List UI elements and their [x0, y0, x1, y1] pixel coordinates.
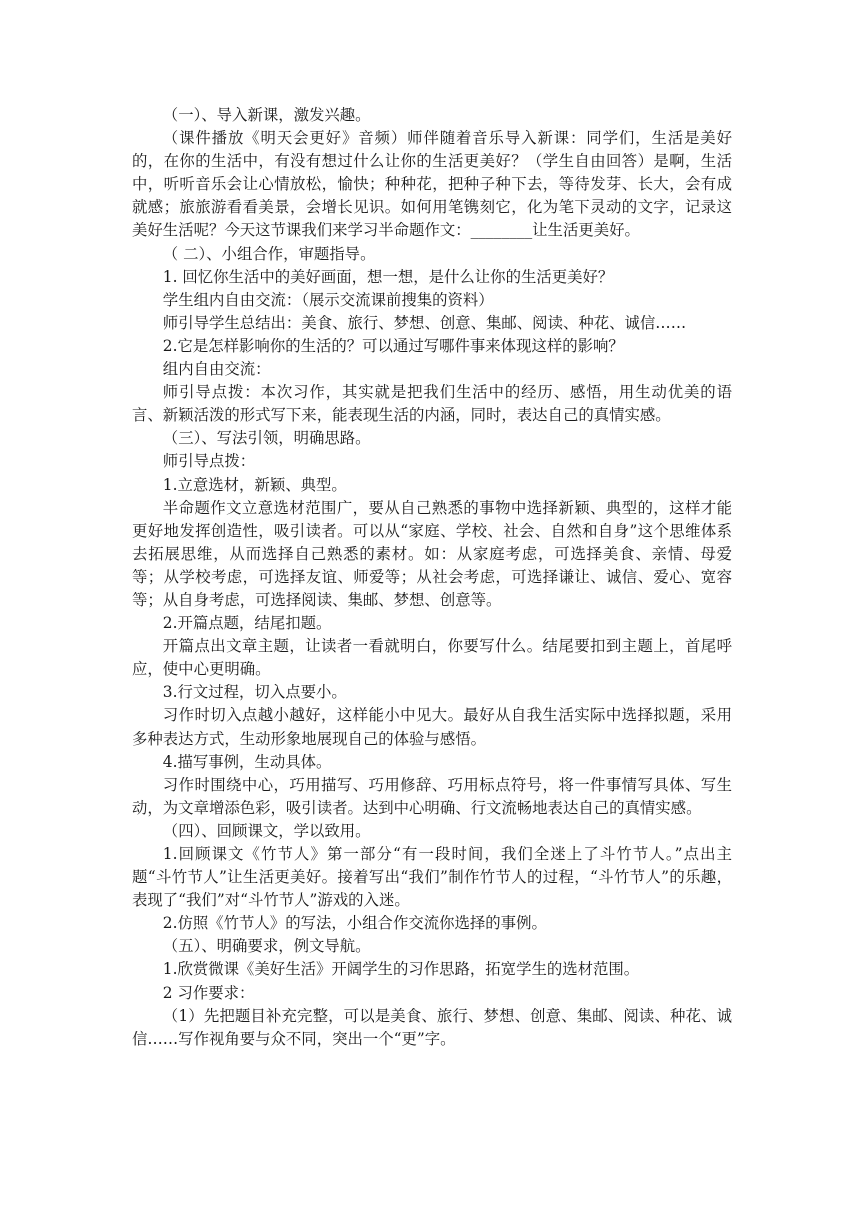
paragraph: 1.回顾课文《竹节人》第一部分“有一段时间，我们全迷上了斗竹节人。”点出主题“斗竹节人”让生活更美好。接着写出“我们”制作竹节人的过程，“斗竹节人”的乐趣，表现了“我们”对“斗竹节人”游戏的入迷。 [132, 845, 732, 910]
paragraph: 4.描写事例，生动具体。 [162, 752, 332, 771]
section-heading-1: （一）、导入新课，激发兴趣。 [162, 106, 371, 124]
paragraph: 1. 回忆你生活中的美好画面，想一想，是什么让你的生活更美好？ [162, 267, 614, 286]
paragraph: 半命题作文立意选材范围广，要从自己熟悉的事物中选择新颖、典型的，这样才能更好地发挥创造性，吸引读者。可以从“家庭、学校、社会、自然和自身”这个思维体系去拓展思维，从而选择自己熟悉的素材。如：从家庭考虑，可选择美食、亲情、母爱等；从学校考虑，可选择友谊、师爱等；从社会考虑，可选择谦让、诚信、爱心、宽容等；从自身考虑，可选择阅读、集邮、梦想、创意等。 [132, 498, 732, 609]
paragraph: 2.开篇点题，结尾扣题。 [162, 614, 332, 633]
paragraph: 2 习作要求： [162, 983, 255, 1002]
section-heading-3: （三）、写法引领，明确思路。 [162, 429, 371, 448]
paragraph: 师引导学生总结出：美食、旅行、梦想、创意、集邮、阅读、种花、诚信…… [162, 313, 687, 332]
paragraph: 师引导点拨： [162, 452, 256, 471]
paragraph: 2.仿照《竹节人》的写法，小组合作交流你选择的事例。 [162, 914, 547, 933]
paragraph: 1.立意选材，新颖、典型。 [162, 475, 347, 494]
paragraph: 开篇点出文章主题，让读者一看就明白，你要写什么。结尾要扣到主题上，首尾呼应，使中心更明确。 [132, 637, 732, 679]
section-heading-2: （ 二）、小组合作，审题指导。 [162, 244, 376, 263]
paragraph: （1）先把题目补充完整，可以是美食、旅行、梦想、创意、集邮、阅读、种花、诚信……写作视角要与众不同，突出一个“更”字。 [132, 1006, 732, 1048]
paragraph: 3.行文过程，切入点要小。 [162, 683, 347, 702]
paragraph: 组内自由交流： [162, 360, 271, 379]
paragraph: 习作时切入点越小越好，这样能小中见大。最好从自我生活实际中选择拟题，采用多种表达方式，生动形象地展现自己的体验与感悟。 [132, 706, 732, 748]
paragraph: 1.欣赏微课《美好生活》开阔学生的习作思路，拓宽学生的选材范围。 [162, 960, 640, 979]
paragraph: 习作时围绕中心，巧用描写、巧用修辞、巧用标点符号，将一件事情写具体、写生动，为文章增添色彩，吸引读者。达到中心明确、行文流畅地表达自己的真情实感。 [132, 775, 732, 817]
document-body [132, 104, 732, 1051]
paragraph: 2.它是怎样影响你的生活的？可以通过写哪件事来体现这样的影响？ [162, 336, 624, 355]
section-heading-4: （四）、回顾课文，学以致用。 [162, 821, 371, 840]
paragraph: 学生组内自由交流：（展示交流课前搜集的资料） [162, 290, 494, 309]
paragraph: （课件播放《明天会更好》音频）师伴随着音乐导入新课：同学们，生活是美好的，在你的生活中，有没有想过什么让你的生活更美好？（学生自由回答）是啊，生活中，听听音乐会让心情放松，愉快；种种花，把种子种下去，等待发芽、长大，会有成就感；旅旅游看看美景，会增长见识。如何用笔镌刻它，化为笔下灵动的文字，记录这美好生活呢？今天这节课我们来学习半命题作文：________让生活更美好。 [132, 129, 732, 240]
paragraph: 师引导点拨：本次习作，其实就是把我们生活中的经历、感悟，用生动优美的语言、新颖活泼的形式写下来，能表现生活的内涵，同时，表达自己的真情实感。 [132, 383, 732, 425]
section-heading-5: （五）、明确要求，例文导航。 [162, 937, 371, 956]
